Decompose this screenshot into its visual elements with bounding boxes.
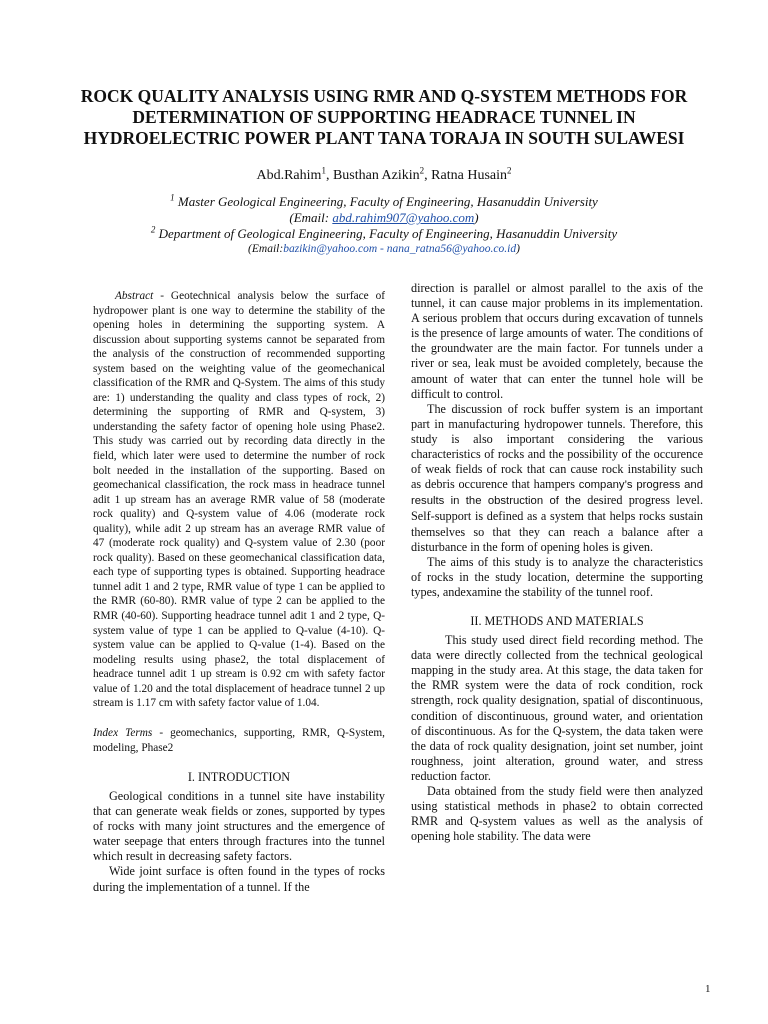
body-paragraph — [411, 402, 703, 555]
affiliation-text: Master Geological Engineering, Faculty of Engineering, Hasanuddin University — [174, 194, 598, 209]
body-paragraph: This study used direct field recording method. The data were directly collected from the technical geological mapping in the study area. At this stage, the data taken for the RMR system were the data of rock condition, rock strength, rock quality designation, spatial of discontinuous, condition of discontinuous, ground water, and orientation of discontinuous. As for the Q-system, the data taken were the data of rock quality designation, joint set number, joint roughness, joint alteration, ground water, and stress reduction factor. — [411, 633, 703, 783]
email-line-2 — [40, 241, 728, 257]
body-text: The discussion of rock buffer system is an important part in manufacturing hydropower tunnels. Therefore, this study is also important considering the various characteristics of rocks and the possibility of the occurence of weak fields of rock that can cause rock instability such as debris occurence that hampers — [411, 401, 703, 492]
right-column — [411, 281, 703, 844]
title-line: HYDROELECTRIC POWER PLANT TANA TORAJA IN SOUTH SULAWESI — [83, 128, 685, 148]
body-paragraph: The aims of this study is to analyze the characteristics of rocks in the study location, determine the supporting types, andexamine the stability of the tunnel roof. — [411, 554, 703, 599]
email-line-1 — [40, 210, 728, 226]
body-paragraph: direction is parallel or almost parallel to the axis of the tunnel, it can cause major problems in its implementation. A serious problem that occurs during excavation of tunnels is the presence of large amounts of water. The conditions of the groundwater are the main factor. For tunnels under a river or sea, leak must be avoided completely, because the amount of water that can enter the tunnel hole will be difficult to control. — [411, 281, 703, 401]
author-affiliation-mark: 1 — [321, 165, 326, 176]
body-text: desired progress level. Self-support is defined as a system that helps rocks sustain themselves so that they can reach a balance after a disturbance in the form of opening holes is given. — [411, 493, 703, 554]
email-suffix: ) — [516, 243, 520, 255]
author-name: Ratna Husain — [431, 168, 507, 183]
email-suffix: ) — [474, 210, 479, 225]
paper-title — [40, 86, 728, 149]
email-link-2[interactable]: bazikin@yahoo.com - nana_ratna56@yahoo.co.id — [283, 243, 517, 255]
affiliation-mark: 2 — [150, 224, 156, 235]
abstract-paragraph — [93, 289, 385, 711]
title-line: ROCK QUALITY ANALYSIS USING RMR AND Q-SYSTEM METHODS FOR — [80, 86, 688, 106]
affiliation-text: Department of Geological Engineering, Faculty of Engineering, Hasanuddin University — [155, 226, 618, 241]
abstract-text: - Geotechnical analysis below the surface of hydropower plant is one way to determine the stability of the opening holes in determining the supporting system. A discussion about supporting systems cannot be separated from the analysis of the construction of recommended supporting system based on the weighting value of the geomechanical classification of the RMR and Q-System. The aims of this study are: 1) understanding the quality and class types of rock, 2) determining the supporting of RMR and Q-system, 3) understanding the safety factor of opening hole using Phase2. This study was carried out by recording data directly in the field, which later were used to determine the number of rock bolt needed in the installation of the supporting. Based on geomechanical classification, the rock mass in headrace tunnel adit 1 up stream has an average RMR value of 58 (moderate rock quality) and Q-system value of 4.06 (moderate rock quality), while adit 2 up stream has an average RMR value of 47 (moderate rock quality) and Q-system value of 2.30 (poor rock quality). Based on these geomechanical classification data, each type of supporting types is obtained. Supporting headrace tunnel adit 1 and 2 type, RMR value of type 1 can be applied to the RMR (60-80). RMR value of type 2 can be applied to the RMR (40-60). Supporting headrace tunnel adit 1 and 2 type, Q-system value of type 1 can be applied to Q-value (4-10). Q-system value can be applied to Q-value (1-4). Based on the modeling results using phase2, the total displacement of headrace tunnel adit 1 up stream is 0.92 cm with safety factor value of 1.20 and the total displacement of headrace tunnel 2 up stream is 1.17 cm with safety factor value of 1.04. — [93, 290, 385, 710]
body-paragraph: Data obtained from the study field were then analyzed using statistical methods in phase2 to obtain corrected RMR and Q-system values as well as the analysis of opening hole stability. The data were — [411, 784, 703, 844]
index-terms — [93, 726, 385, 756]
abstract-label: Abstract — [115, 290, 154, 302]
affiliation-mark: 1 — [170, 192, 175, 203]
email-link-1[interactable]: abd.rahim907@yahoo.com — [332, 210, 475, 225]
body-paragraph: Wide joint surface is often found in the types of rocks during the implementation of a tunnel. If the — [93, 864, 385, 894]
page-number: 1 — [705, 983, 711, 995]
author-affiliation-mark: 2 — [507, 165, 512, 176]
affiliation-2 — [40, 226, 728, 242]
body-text-alt-font: company’s progress and results in the obstruction of the — [411, 479, 704, 508]
section-heading-introduction: I. INTRODUCTION — [187, 769, 291, 784]
section-heading-methods: II. METHODS AND MATERIALS — [470, 613, 644, 628]
author-separator: , — [424, 168, 432, 183]
index-terms-text: - geomechanics, supporting, RMR, Q-System, modeling, Phase2 — [93, 726, 386, 754]
author-name: Abd.Rahim — [256, 168, 322, 183]
author-list — [40, 167, 728, 185]
author-separator: , — [325, 168, 333, 183]
title-line: DETERMINATION OF SUPPORTING HEADRACE TUNNEL IN — [132, 107, 636, 127]
left-column — [93, 289, 385, 895]
email-prefix: (Email: — [248, 243, 284, 255]
body-paragraph: Geological conditions in a tunnel site have instability that can generate weak fields or zones, supported by types of rocks with many joint structures and the emergence of water seepage that enters through fractures into the tunnel which result in decreasing safety factors. — [93, 788, 385, 864]
affiliation-1 — [40, 194, 728, 210]
author-name: Busthan Azikin — [332, 168, 420, 183]
email-prefix: (Email: — [289, 210, 333, 225]
index-terms-label: Index Terms — [93, 726, 153, 739]
author-affiliation-mark: 2 — [419, 165, 425, 176]
